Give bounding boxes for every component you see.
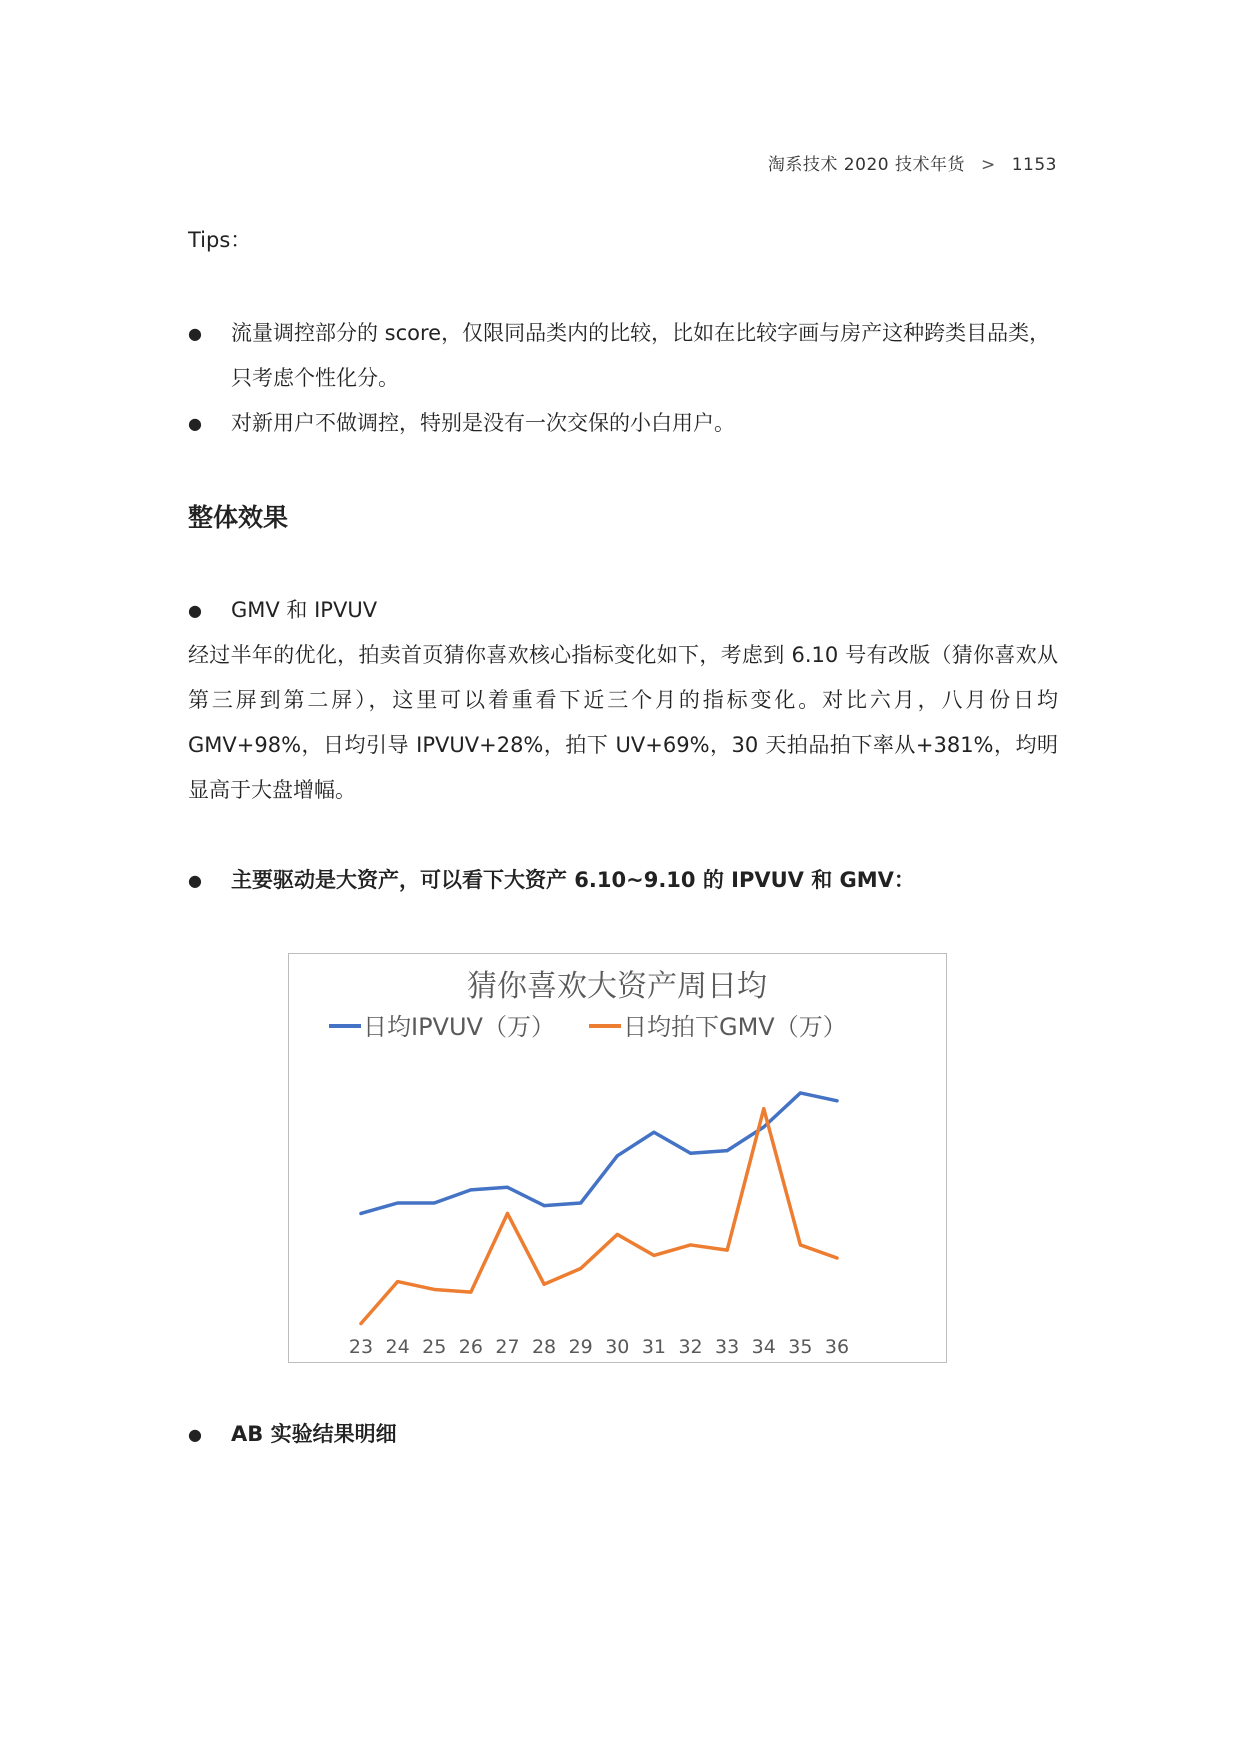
tip-item-2 — [188, 401, 1058, 446]
data-point-1-8 — [652, 1254, 655, 1257]
data-point-1-0 — [359, 1322, 362, 1325]
legend-label-1: 日均拍下GMV（万） — [623, 1013, 847, 1041]
tip-item-1 — [188, 311, 1058, 401]
data-point-0-13 — [835, 1099, 838, 1102]
chart-title: 猜你喜欢大资产周日均 — [467, 969, 767, 1004]
data-point-0-4 — [506, 1186, 509, 1189]
data-point-1-9 — [689, 1243, 692, 1246]
book-title: 淘系技术 2020 技术年货 — [767, 155, 965, 175]
data-point-0-8 — [652, 1131, 655, 1134]
data-point-0-7 — [616, 1154, 619, 1157]
data-point-1-5 — [542, 1283, 545, 1286]
bullet-icon: ● — [188, 414, 202, 433]
gmv-bullet-text: GMV 和 IPVUV — [231, 598, 378, 622]
data-point-0-2 — [433, 1201, 436, 1204]
tip-text-2: 对新用户不做调控，特别是没有一次交保的小白用户。 — [231, 411, 735, 435]
data-point-1-13 — [835, 1256, 838, 1259]
data-point-0-12 — [799, 1091, 802, 1094]
driver-bullet — [188, 858, 1058, 903]
data-point-0-5 — [542, 1204, 545, 1207]
bullet-icon: ● — [188, 601, 202, 620]
bullet-icon: ● — [188, 324, 202, 343]
tips-label: Tips： — [188, 228, 252, 252]
page-header — [768, 150, 1057, 175]
tip-text-1: 流量调控部分的 score，仅限同品类内的比较，比如在比较字画与房产这种跨类目品类，只考虑个性化分。 — [231, 321, 1051, 390]
x-tick-label: 26 — [458, 1336, 483, 1358]
data-point-1-6 — [579, 1267, 582, 1270]
page-number: 1153 — [1011, 155, 1057, 175]
data-point-0-9 — [689, 1152, 692, 1155]
x-tick-label: 25 — [422, 1336, 447, 1358]
x-tick-label: 32 — [678, 1336, 703, 1358]
driver-bullet-text: 主要驱动是大资产，可以看下大资产 6.10~9.10 的 IPVUV 和 GMV： — [231, 868, 915, 892]
data-point-1-7 — [616, 1233, 619, 1236]
data-point-0-6 — [579, 1201, 582, 1204]
section-title: 整体效果 — [188, 503, 289, 532]
ab-bullet-text: AB 实验结果明细 — [231, 1422, 397, 1446]
data-point-0-0 — [359, 1212, 362, 1215]
gmv-paragraph: 经过半年的优化，拍卖首页猜你喜欢核心指标变化如下，考虑到 6.10 号有改版（猜你喜欢从第三屏到第二屏），这里可以着重看下近三个月的指标变化。对比六月，八月份日均 GMV+98%，日均引导 IPVUV+28%，拍下 UV+69%，30 天拍品拍下率从+381%，均明显高于大盘增幅。 — [188, 643, 1058, 802]
legend-label-0: 日均IPVUV（万） — [363, 1013, 555, 1041]
x-tick-label: 30 — [605, 1336, 630, 1358]
data-point-1-2 — [433, 1288, 436, 1291]
data-point-1-3 — [469, 1290, 472, 1293]
x-tick-label: 33 — [715, 1336, 740, 1358]
line-chart — [288, 953, 947, 1363]
chart-svg — [289, 954, 946, 1362]
data-point-0-11 — [762, 1125, 765, 1128]
x-tick-label: 28 — [531, 1336, 557, 1358]
header-separator: > — [980, 155, 996, 175]
x-tick-label: 29 — [568, 1336, 593, 1358]
series-line-1 — [361, 1109, 837, 1324]
data-point-0-10 — [726, 1149, 729, 1152]
x-tick-label: 31 — [641, 1336, 667, 1358]
data-point-1-12 — [799, 1243, 802, 1246]
ab-bullet — [188, 1412, 1058, 1457]
data-point-0-3 — [469, 1188, 472, 1191]
data-point-1-4 — [506, 1212, 509, 1215]
data-point-1-1 — [396, 1280, 399, 1283]
x-tick-label: 34 — [751, 1336, 776, 1358]
x-tick-label: 35 — [788, 1336, 813, 1358]
x-tick-label: 24 — [385, 1336, 410, 1358]
bullet-icon: ● — [188, 871, 202, 890]
data-point-0-1 — [396, 1201, 399, 1204]
data-point-1-10 — [726, 1249, 729, 1252]
x-tick-label: 36 — [824, 1336, 850, 1358]
x-tick-label: 23 — [348, 1336, 374, 1358]
bullet-icon: ● — [188, 1425, 202, 1444]
x-tick-label: 27 — [495, 1336, 520, 1358]
gmv-bullet — [188, 588, 1058, 633]
data-point-1-11 — [762, 1107, 765, 1110]
